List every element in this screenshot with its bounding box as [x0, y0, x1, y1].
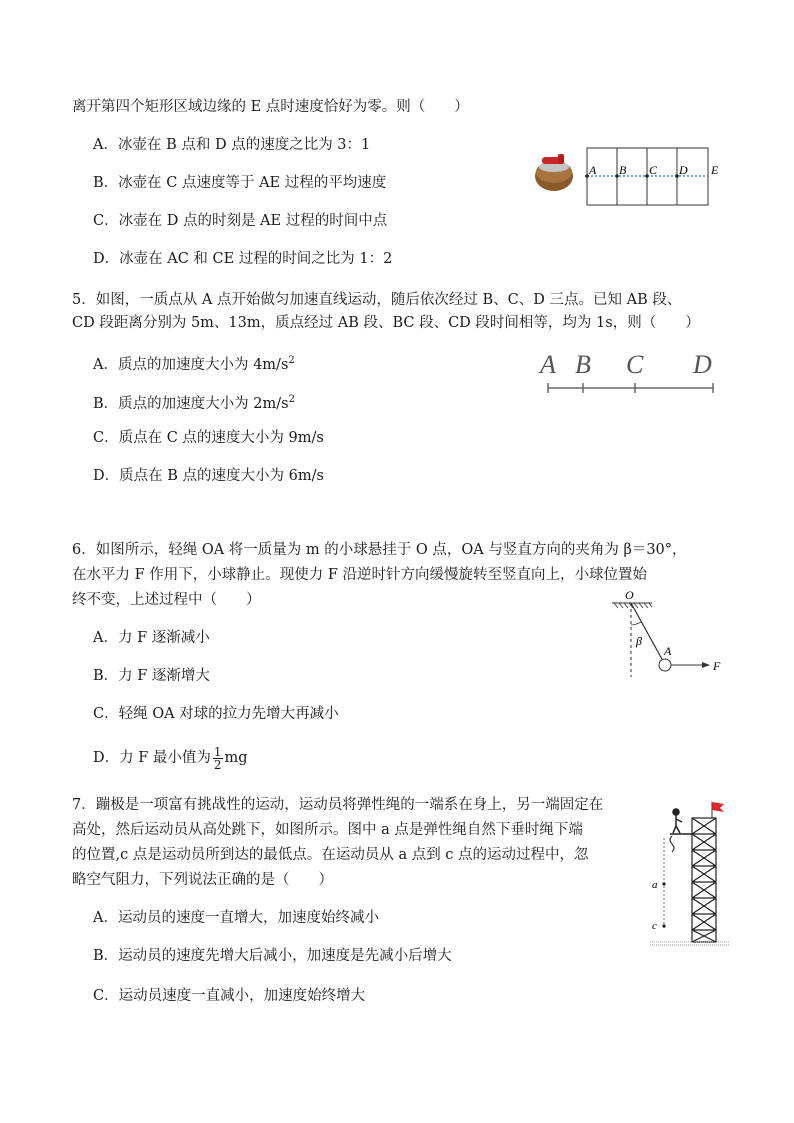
- q4-label-c: C: [649, 163, 658, 177]
- q7-label-c: c: [652, 920, 657, 932]
- q6-option-d: D．力 F 最小值为 $\frac{1}{2}$ mg: [93, 744, 248, 772]
- q4-option-d: D．冰壶在 AC 和 CE 过程的时间之比为 1：2: [93, 251, 393, 267]
- q4-stem-end: 离开第四个矩形区域边缘的 E 点时速度恰好为零。则（ ）: [72, 99, 469, 115]
- q6-label-beta: β: [636, 634, 642, 648]
- flag-icon: [712, 802, 724, 812]
- q4-label-d: D: [679, 163, 688, 177]
- q5-option-c: C．质点在 C 点的速度大小为 9m/s: [93, 430, 324, 446]
- q4-label-a: A: [589, 163, 597, 177]
- q6-label-o: O: [625, 588, 634, 602]
- q7-label-a: a: [652, 879, 658, 891]
- q5-stem-line1: 5．如图，一质点从 A 点开始做匀加速直线运动，随后依次经过 B、C、D 三点。已知 AB 段、: [72, 292, 682, 308]
- q6-stem-line2: 在水平力 F 作用下，小球静止。现使力 F 沿逆时针方向缓慢旋转至竖直向上，小球位置始: [72, 567, 648, 583]
- q6-figure: [600, 585, 730, 680]
- q4-figure: [530, 140, 730, 215]
- q7-option-c: C．运动员速度一直减小，加速度始终增大: [93, 988, 366, 1004]
- q4-label-b: B: [619, 163, 627, 177]
- q5-figure: [535, 345, 725, 400]
- q7-stem-line2: 高处，然后运动员从高处跳下，如图所示。图中 a 点是弹性绳自然下垂时绳下端: [72, 822, 583, 838]
- q7-option-b: B．运动员的速度先增大后减小，加速度是先减小后增大: [93, 948, 452, 964]
- q6-option-c: C．轻绳 OA 对球的拉力先增大再减小: [93, 706, 339, 722]
- q5-label-c: C: [626, 350, 644, 379]
- rope-oa: [631, 603, 663, 661]
- q4-label-e: E: [711, 163, 719, 177]
- ball-icon: [659, 659, 671, 671]
- q4-option-c: C．冰壶在 D 点的时刻是 AE 过程的时间中点: [93, 213, 388, 229]
- q5-label-d: D: [693, 350, 712, 379]
- jumper-icon: [673, 809, 682, 833]
- q5-option-b: B．质点的加速度大小为 $2m/s^2$: [93, 394, 295, 412]
- q6-stem-line1: 6．如图所示，轻绳 OA 将一质量为 m 的小球悬挂于 O 点，OA 与竖直方向的夹角为 β＝30°，: [72, 542, 687, 558]
- q6-option-b: B．力 F 逐渐增大: [93, 668, 210, 684]
- q6-label-f: F: [713, 659, 721, 673]
- q7-stem-line1: 7．蹦极是一项富有挑战性的运动，运动员将弹性绳的一端系在身上，另一端固定在: [72, 797, 604, 813]
- q7-option-a: A．运动员的速度一直增大，加速度始终减小: [93, 910, 379, 926]
- q7-figure: [640, 798, 740, 950]
- q4-option-b: B．冰壶在 C 点速度等于 AE 过程的平均速度: [93, 175, 387, 191]
- q5-option-d: D．质点在 B 点的速度大小为 6m/s: [93, 468, 324, 484]
- q6-label-a: A: [664, 644, 672, 658]
- q6-option-a: A．力 F 逐渐减小: [93, 630, 210, 646]
- q5-label-b: B: [575, 350, 591, 379]
- q5-label-a: A: [540, 350, 556, 379]
- q6-stem-line3: 终不变，上述过程中（ ）: [72, 592, 261, 608]
- tower: [692, 818, 716, 942]
- q4-option-a: A．冰壶在 B 点和 D 点的速度之比为 3：1: [93, 137, 371, 153]
- q5-stem-line2: CD 段距离分别为 5m、13m，质点经过 AB 段、BC 段、CD 段时间相等，均为 1s，则（ ）: [72, 315, 700, 331]
- curling-stone-icon: [535, 154, 573, 191]
- q7-stem-line3: 的位置,c 点是运动员所到达的最低点。在运动员从 a 点到 c 点的运动过程中，忽: [72, 847, 589, 863]
- q5-option-a: A．质点的加速度大小为 $4m/s^2$: [93, 355, 295, 373]
- fraction-one-half: $\frac{1}{2}$: [213, 744, 222, 772]
- q7-stem-line4: 略空气阻力，下列说法正确的是（ ）: [72, 872, 333, 888]
